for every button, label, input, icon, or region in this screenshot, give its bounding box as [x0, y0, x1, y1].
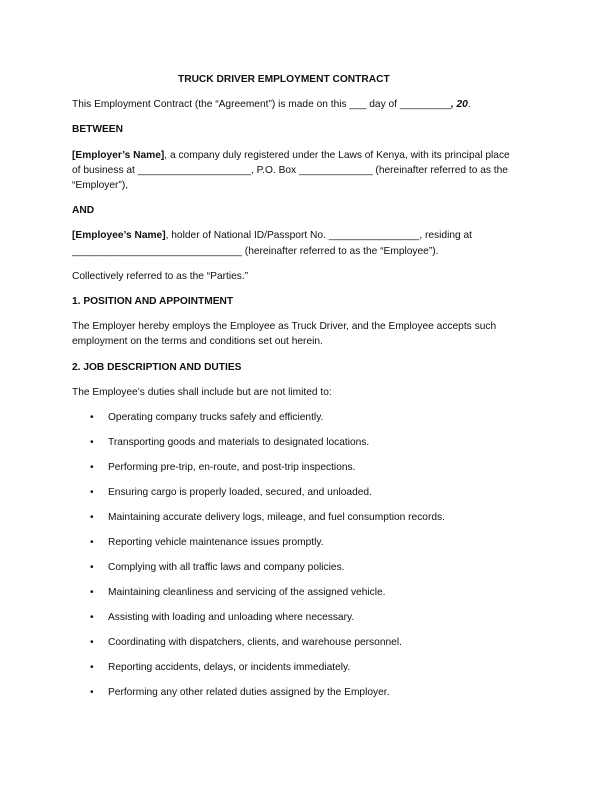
employee-description-line1: , holder of National ID/Passport No. ________________, residing at — [165, 230, 473, 242]
document-body — [72, 72, 547, 710]
intro-suffix: . — [467, 99, 471, 111]
employer-paragraph — [72, 148, 547, 194]
list-item-text: Maintaining cleanliness and servicing of the assigned vehicle. — [108, 587, 386, 599]
parties-text: Collectively referred to as the “Parties.” — [72, 270, 249, 282]
list-item-text: Performing any other related duties assigned by the Employer. — [108, 687, 390, 699]
section1-line1: The Employer hereby employs the Employee as Truck Driver, and the Employee accepts such — [72, 321, 497, 333]
list-item — [72, 510, 547, 525]
list-item-text: Assisting with loading and unloading where necessary. — [108, 612, 355, 624]
list-item — [72, 685, 547, 700]
bullet-icon: • — [90, 412, 94, 424]
document-title: TRUCK DRIVER EMPLOYMENT CONTRACT — [178, 74, 390, 85]
list-item-text: Reporting accidents, delays, or incidents immediately. — [108, 662, 351, 674]
bullet-icon: • — [90, 562, 94, 574]
bullet-icon: • — [90, 687, 94, 699]
section1-heading: 1. POSITION AND APPOINTMENT — [72, 296, 234, 308]
intro-paragraph — [72, 97, 547, 112]
bullet-icon: • — [90, 487, 94, 499]
bullet-icon: • — [90, 662, 94, 674]
list-item-text: Reporting vehicle maintenance issues promptly. — [108, 537, 324, 549]
bullet-icon: • — [90, 612, 94, 624]
list-item — [72, 560, 547, 575]
list-item-text: Operating company trucks safely and efficiently. — [108, 412, 324, 424]
employer-description-line2: of business at ____________________, P.O. Box _____________ (hereinafter referred to as the — [72, 164, 508, 176]
employee-name: [Employee’s Name] — [72, 230, 166, 242]
employee-paragraph — [72, 228, 547, 258]
section2-heading: 2. JOB DESCRIPTION AND DUTIES — [72, 361, 242, 373]
duties-list — [72, 410, 547, 700]
list-item — [72, 535, 547, 550]
bullet-icon: • — [90, 637, 94, 649]
list-item-text: Complying with all traffic laws and company policies. — [108, 562, 345, 574]
list-item-text: Maintaining accurate delivery logs, mileage, and fuel consumption records. — [108, 512, 445, 524]
list-item — [72, 610, 547, 625]
employee-description-line2: ______________________________ (hereinafter referred to as the “Employee”). — [72, 245, 439, 257]
section1-line2: employment on the terms and conditions set out herein. — [72, 336, 323, 348]
bullet-icon: • — [90, 537, 94, 549]
list-item — [72, 635, 547, 650]
bullet-icon: • — [90, 437, 94, 449]
bullet-icon: • — [90, 587, 94, 599]
section1-paragraph — [72, 319, 547, 349]
section2-intro: The Employee’s duties shall include but are not limited to: — [72, 386, 332, 398]
list-item-text: Ensuring cargo is properly loaded, secured, and unloaded. — [108, 487, 372, 499]
employer-description-line3: “Employer”), — [72, 180, 129, 192]
list-item — [72, 660, 547, 675]
list-item-text: Transporting goods and materials to designated locations. — [108, 437, 370, 449]
and-label: AND — [72, 205, 95, 217]
employer-description-line1: , a company duly registered under the Laws of Kenya, with its principal place — [164, 149, 510, 161]
list-item — [72, 435, 547, 450]
intro-year: , 20 — [450, 99, 468, 111]
list-item — [72, 485, 547, 500]
between-label: BETWEEN — [72, 124, 123, 136]
list-item — [72, 585, 547, 600]
bullet-icon: • — [90, 512, 94, 524]
list-item-text: Coordinating with dispatchers, clients, and warehouse personnel. — [108, 637, 402, 649]
intro-text: This Employment Contract (the “Agreement”) is made on this ___ day of _________ — [72, 99, 451, 111]
employer-name: [Employer’s Name] — [72, 149, 165, 161]
bullet-icon: • — [90, 462, 94, 474]
list-item — [72, 460, 547, 475]
list-item-text: Performing pre-trip, en-route, and post-trip inspections. — [108, 462, 356, 474]
list-item — [72, 410, 547, 425]
